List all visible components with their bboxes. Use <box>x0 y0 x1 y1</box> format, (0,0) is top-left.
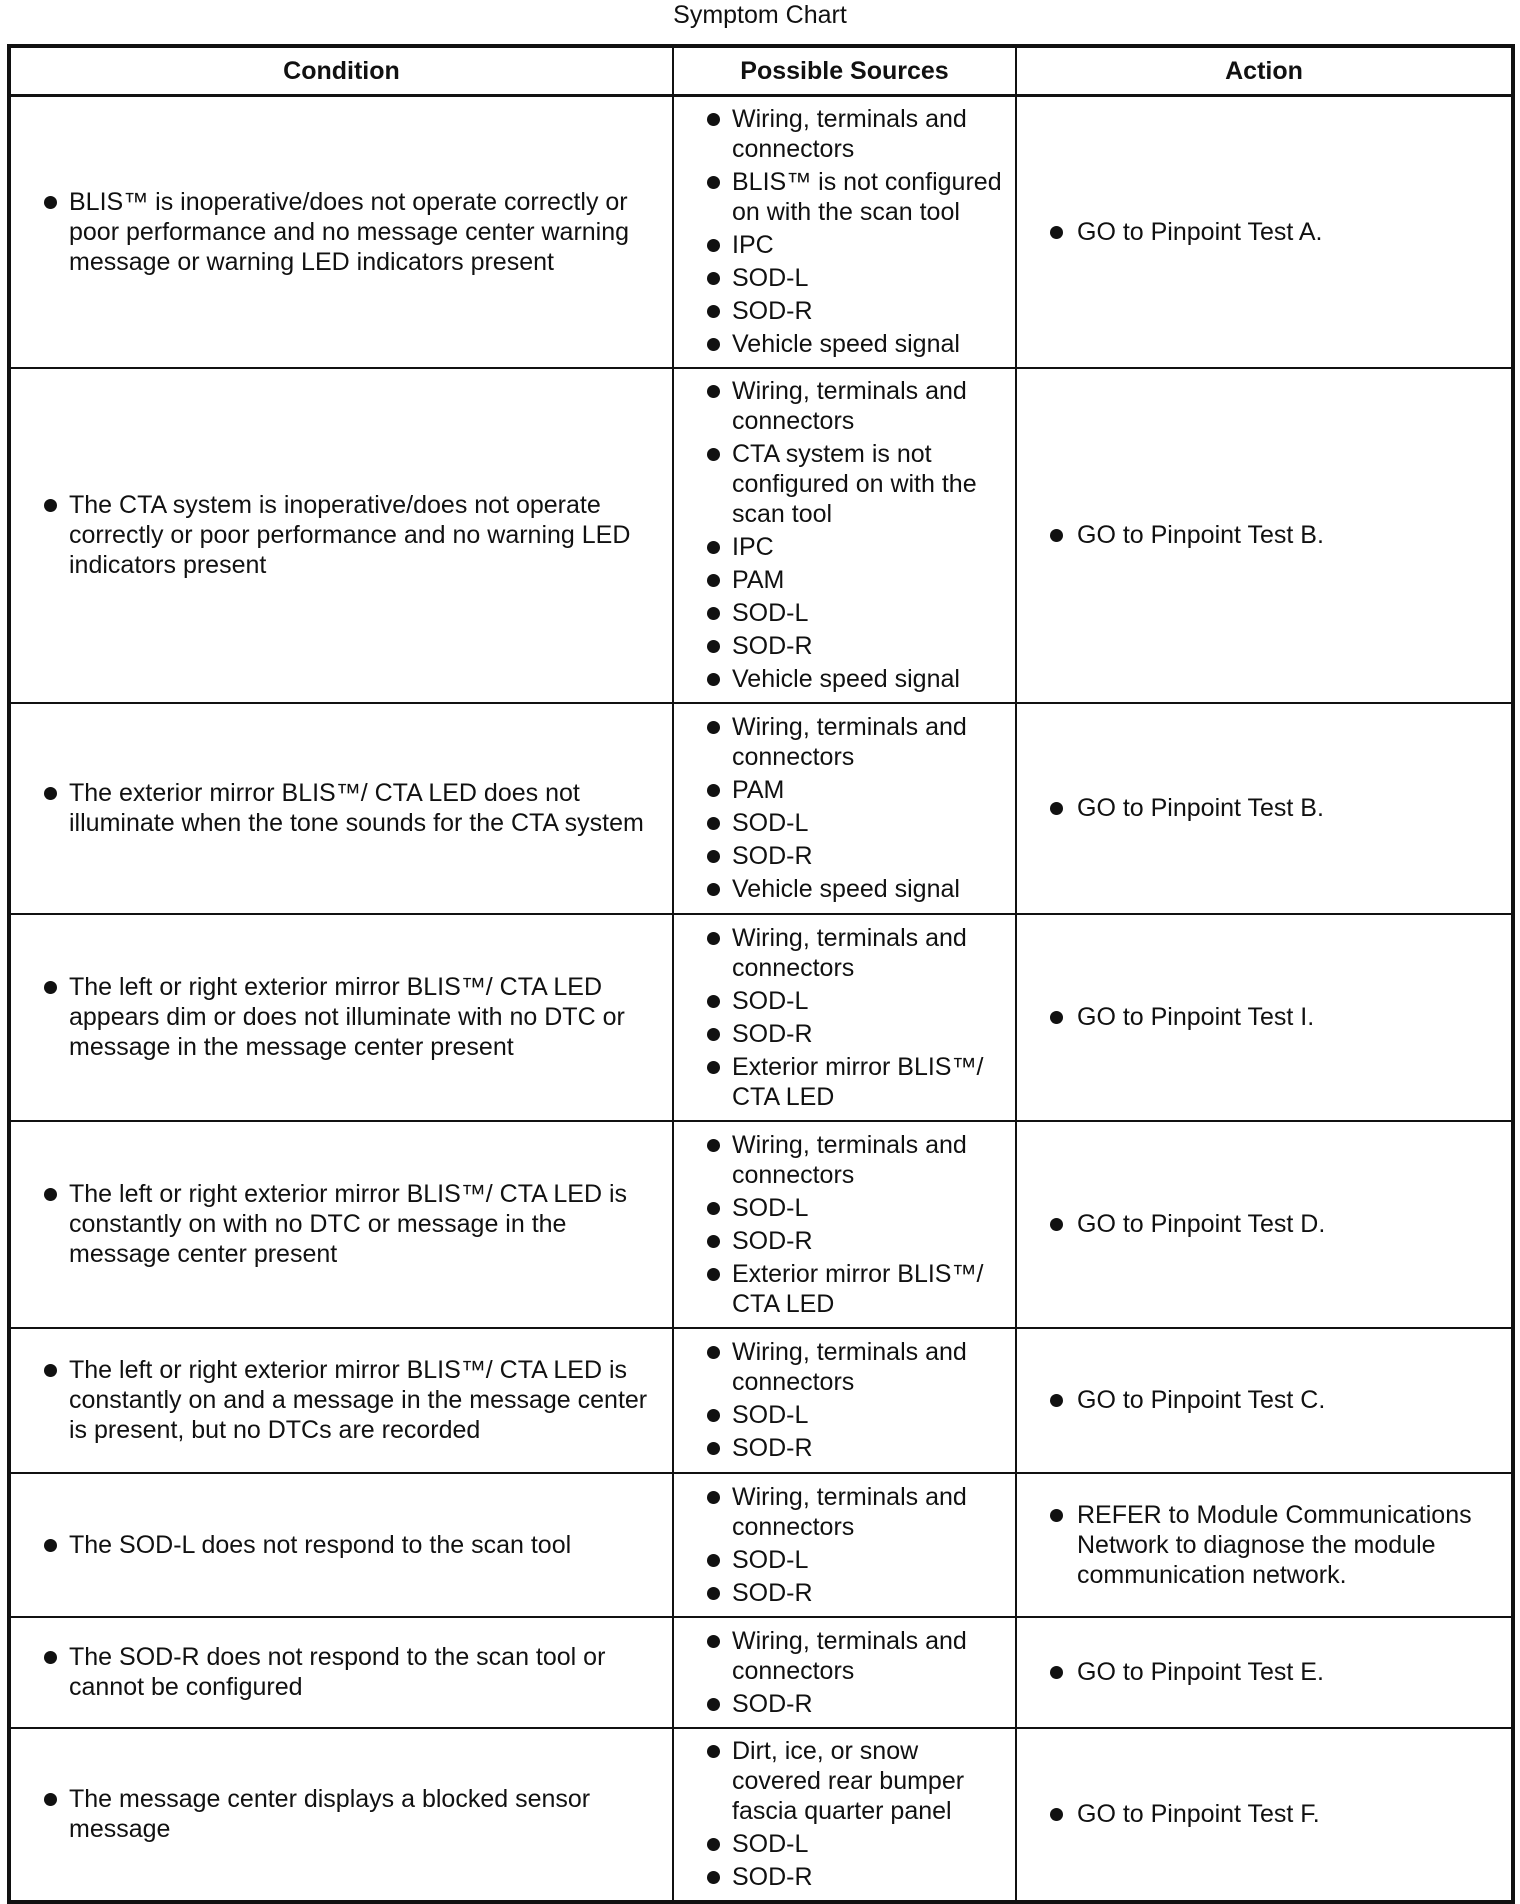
source-item: SOD-L <box>732 1400 1007 1430</box>
source-item: SOD-R <box>732 1433 1007 1463</box>
source-item: SOD-R <box>732 631 1007 661</box>
condition-cell <box>9 1328 673 1473</box>
action-text: GO to Pinpoint Test C. <box>1077 1385 1497 1415</box>
action-text: GO to Pinpoint Test F. <box>1077 1799 1497 1829</box>
source-item: IPC <box>732 230 1007 260</box>
source-item: SOD-R <box>732 1862 1007 1892</box>
source-item: Wiring, terminals and connectors <box>732 712 1007 772</box>
action-header: Action <box>1016 46 1513 96</box>
source-item: SOD-R <box>732 1019 1007 1049</box>
condition-text: The left or right exterior mirror BLIS™/ CTA LED is constantly on and a message in the message center is present, but no DTCs are recorded <box>69 1355 654 1445</box>
action-cell <box>1016 914 1513 1121</box>
condition-cell <box>9 368 673 703</box>
action-cell <box>1016 1617 1513 1728</box>
source-item: Vehicle speed signal <box>732 874 1007 904</box>
action-text: GO to Pinpoint Test E. <box>1077 1657 1497 1687</box>
condition-cell <box>9 1617 673 1728</box>
action-cell <box>1016 96 1513 368</box>
action-text: GO to Pinpoint Test B. <box>1077 793 1497 823</box>
source-item: Wiring, terminals and connectors <box>732 1482 1007 1542</box>
source-item: BLIS™ is not configured on with the scan tool <box>732 167 1007 227</box>
action-text: GO to Pinpoint Test B. <box>1077 520 1497 550</box>
source-item: Wiring, terminals and connectors <box>732 1337 1007 1397</box>
source-item: Wiring, terminals and connectors <box>732 923 1007 983</box>
source-item: PAM <box>732 775 1007 805</box>
condition-cell <box>9 914 673 1121</box>
condition-text: The left or right exterior mirror BLIS™/ CTA LED is constantly on with no DTC or message in the message center present <box>69 1179 654 1269</box>
table-row <box>9 1473 1513 1617</box>
action-cell <box>1016 703 1513 914</box>
sources-cell <box>673 1328 1016 1473</box>
source-item: PAM <box>732 565 1007 595</box>
header-row <box>9 46 1513 96</box>
sources-cell <box>673 914 1016 1121</box>
sources-cell <box>673 96 1016 368</box>
table-row <box>9 368 1513 703</box>
table-row <box>9 1617 1513 1728</box>
sources-cell <box>673 368 1016 703</box>
sources-cell <box>673 1121 1016 1328</box>
action-text: GO to Pinpoint Test D. <box>1077 1209 1497 1239</box>
source-item: SOD-R <box>732 1226 1007 1256</box>
condition-text: BLIS™ is inoperative/does not operate correctly or poor performance and no message center warning message or warning LED indicators present <box>69 187 654 277</box>
chart-caption: Symptom Chart <box>673 1 847 29</box>
action-cell <box>1016 1328 1513 1473</box>
sources-cell <box>673 1617 1016 1728</box>
table-row <box>9 1728 1513 1902</box>
source-item: Wiring, terminals and connectors <box>732 1626 1007 1686</box>
source-item: Wiring, terminals and connectors <box>732 104 1007 164</box>
table-row <box>9 1121 1513 1328</box>
source-item: SOD-R <box>732 1689 1007 1719</box>
source-item: Exterior mirror BLIS™/ CTA LED <box>732 1259 1007 1319</box>
source-item: Wiring, terminals and connectors <box>732 1130 1007 1190</box>
condition-text: The SOD-R does not respond to the scan tool or cannot be configured <box>69 1642 654 1702</box>
condition-text: The SOD-L does not respond to the scan tool <box>69 1530 654 1560</box>
action-text: GO to Pinpoint Test A. <box>1077 217 1497 247</box>
source-item: SOD-L <box>732 1193 1007 1223</box>
source-item: SOD-R <box>732 1578 1007 1608</box>
condition-text: The CTA system is inoperative/does not operate correctly or poor performance and no warning LED indicators present <box>69 490 654 580</box>
possible-sources-header: Possible Sources <box>673 46 1016 96</box>
action-cell <box>1016 1728 1513 1902</box>
table-row <box>9 1328 1513 1473</box>
action-text: GO to Pinpoint Test I. <box>1077 1002 1497 1032</box>
source-item: SOD-L <box>732 1829 1007 1859</box>
source-item: SOD-L <box>732 263 1007 293</box>
source-item: CTA system is not configured on with the scan tool <box>732 439 1007 529</box>
source-item: Exterior mirror BLIS™/ CTA LED <box>732 1052 1007 1112</box>
condition-cell <box>9 1473 673 1617</box>
table-row <box>9 914 1513 1121</box>
source-item: Wiring, terminals and connectors <box>732 376 1007 436</box>
condition-text: The left or right exterior mirror BLIS™/ CTA LED appears dim or does not illuminate with no DTC or message in the message center present <box>69 972 654 1062</box>
condition-cell <box>9 1121 673 1328</box>
source-item: SOD-L <box>732 986 1007 1016</box>
source-item: SOD-L <box>732 1545 1007 1575</box>
source-item: SOD-R <box>732 296 1007 326</box>
symptom-chart-table <box>7 44 1515 1904</box>
source-item: IPC <box>732 532 1007 562</box>
source-item: Vehicle speed signal <box>732 329 1007 359</box>
sources-cell <box>673 703 1016 914</box>
source-item: SOD-R <box>732 841 1007 871</box>
table-row <box>9 703 1513 914</box>
condition-cell <box>9 1728 673 1902</box>
action-cell <box>1016 1473 1513 1617</box>
condition-text: The message center displays a blocked sensor message <box>69 1784 654 1844</box>
sources-cell <box>673 1473 1016 1617</box>
sources-cell <box>673 1728 1016 1902</box>
action-cell <box>1016 368 1513 703</box>
source-item: Dirt, ice, or snow covered rear bumper fascia quarter panel <box>732 1736 1007 1826</box>
condition-cell <box>9 96 673 368</box>
action-text: REFER to Module Communications Network to diagnose the module communication network. <box>1077 1500 1497 1590</box>
table-row <box>9 96 1513 368</box>
condition-header: Condition <box>9 46 673 96</box>
condition-cell <box>9 703 673 914</box>
source-item: SOD-L <box>732 598 1007 628</box>
condition-text: The exterior mirror BLIS™/ CTA LED does not illuminate when the tone sounds for the CTA system <box>69 778 654 838</box>
source-item: Vehicle speed signal <box>732 664 1007 694</box>
source-item: SOD-L <box>732 808 1007 838</box>
action-cell <box>1016 1121 1513 1328</box>
